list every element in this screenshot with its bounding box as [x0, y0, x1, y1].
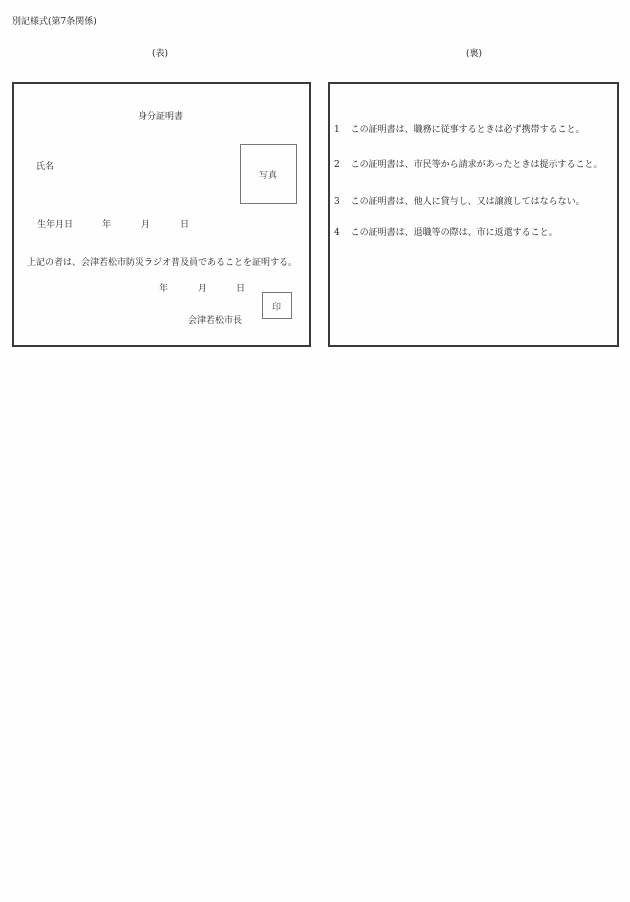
- back-item-2: [334, 157, 603, 170]
- issue-month: 月: [198, 284, 208, 294]
- item-number: 1: [334, 125, 340, 135]
- back-item-3: [334, 194, 585, 207]
- back-card: [328, 82, 619, 347]
- seal-label: 印: [272, 303, 282, 313]
- form-label: 別記様式(第7条関係): [12, 17, 97, 27]
- item-text: この証明書は、他人に貸与し、又は譲渡してはならない。: [350, 197, 585, 207]
- front-label: (表): [152, 49, 169, 59]
- certify-text: 上記の者は、会津若松市防災ラジオ普及員であることを証明する。: [27, 258, 298, 268]
- back-item-1: [334, 122, 585, 135]
- back-label: (裏): [466, 49, 483, 59]
- birth-label: 生年月日: [37, 220, 74, 230]
- birth-month: 月: [141, 220, 151, 230]
- item-number: 3: [334, 197, 340, 207]
- item-text: この証明書は、退職等の際は、市に返還すること。: [350, 228, 558, 238]
- card-title: 身分証明書: [138, 112, 184, 122]
- item-text: この証明書は、職務に従事するときは必ず携帯すること。: [350, 125, 585, 135]
- item-text: この証明書は、市民等から請求があったときは提示すること。: [350, 160, 603, 170]
- birth-day: 日: [180, 220, 190, 230]
- back-item-4: [334, 225, 558, 238]
- seal-box: [262, 292, 292, 319]
- issue-day: 日: [236, 284, 246, 294]
- name-label: 氏名: [36, 162, 55, 172]
- photo-box: [240, 144, 297, 204]
- issue-year: 年: [159, 284, 169, 294]
- birth-year: 年: [102, 220, 112, 230]
- photo-label: 写真: [259, 171, 278, 181]
- item-number: 4: [334, 228, 340, 238]
- issuer: 会津若松市長: [188, 316, 243, 326]
- front-card: [12, 82, 311, 347]
- item-number: 2: [334, 160, 340, 170]
